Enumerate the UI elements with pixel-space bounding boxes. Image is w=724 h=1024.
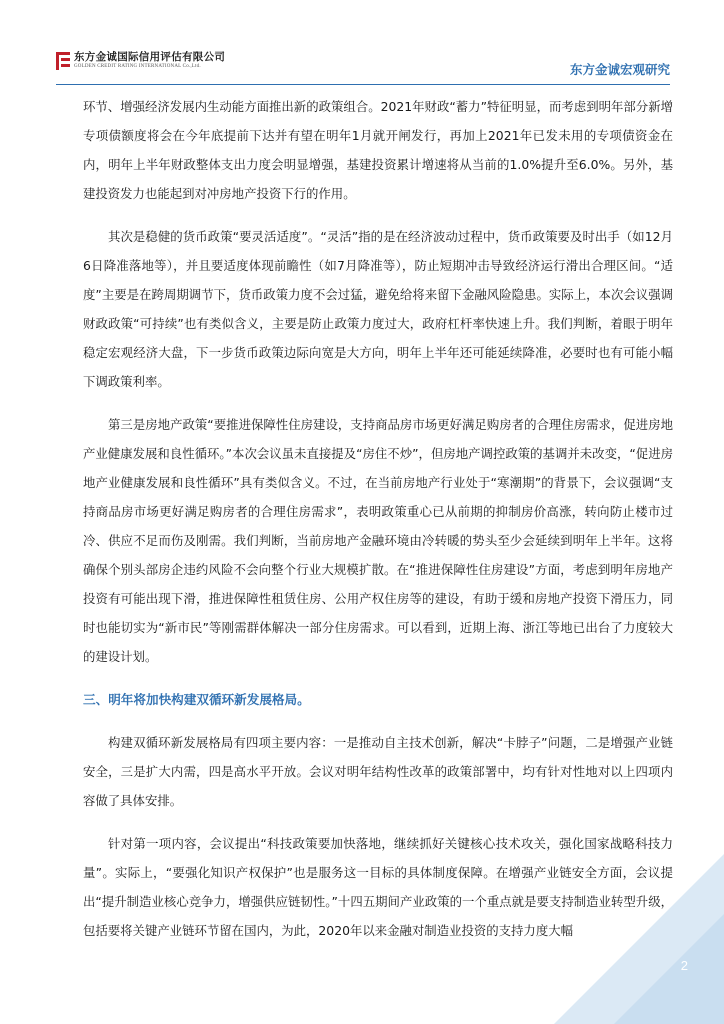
page-number: 2 bbox=[680, 958, 688, 973]
document-body bbox=[83, 92, 673, 959]
logo-company-name-cn: 东方金诚国际信用评估有限公司 bbox=[74, 51, 226, 63]
paragraph-4: 构建双循环新发展格局有四项主要内容：一是推动自主技术创新，解决“卡脖子”问题，二是增强产业链安全，三是扩大内需，四是高水平开放。会议对明年结构性改革的政策部署中，均有针对性地对以上四项内容做了具体安排。 bbox=[83, 735, 673, 808]
header-divider bbox=[56, 84, 670, 85]
logo-mark-icon bbox=[56, 52, 70, 70]
company-logo bbox=[56, 51, 225, 70]
logo-company-name-en: GOLDEN CREDIT RATING INTERNATIONAL Co.,Ltd. bbox=[74, 64, 201, 69]
section-heading-3: 三、明年将加快构建双循环新发展格局。 bbox=[83, 692, 310, 707]
paragraph-2: 其次是稳健的货币政策“要灵活适度”。“灵活”指的是在经济波动过程中，货币政策要及时出手（如12月6日降准落地等），并且要适度体现前瞻性（如7月降准等），防止短期冲击导致经济运行滑出合理区间。“适度”主要是在跨周期调节下，货币政策力度不会过猛，避免给将来留下金融风险隐患。实际上，本次会议强调财政政策“可持续”也有类似含义，主要是防止政策力度过大，政府杠杆率快速上升。我们判断，着眼于明年稳定宏观经济大盘，下一步货币政策边际向宽是大方向，明年上半年还可能延续降准，必要时也有可能小幅下调政策利率。 bbox=[83, 229, 673, 389]
paragraph-5: 针对第一项内容，会议提出“科技政策要加快落地，继续抓好关键核心技术攻关，强化国家战略科技力量”。实际上，“要强化知识产权保护”也是服务这一目标的具体制度保障。在增强产业链安全方面，会议提出“提升制造业核心竞争力，增强供应链韧性。”十四五期间产业政策的一个重点就是要支持制造业转型升级，包括要将关键产业链环节留在国内，为此，2020年以来金融对制造业投资的支持力度大幅 bbox=[83, 836, 673, 938]
paragraph-3: 第三是房地产政策“要推进保障性住房建设，支持商品房市场更好满足购房者的合理住房需求，促进房地产业健康发展和良性循环。”本次会议虽未直接提及“房住不炒”，但房地产调控政策的基调并未改变，“促进房地产业健康发展和良性循环”具有类似含义。不过，在当前房地产行业处于“寒潮期”的背景下，会议强调“支持商品房市场更好满足购房者的合理住房需求”，表明政策重心已从前期的抑制房价高涨，转向防止楼市过冷、供应不足而伤及刚需。我们判断，当前房地产金融环境由冷转暖的势头至少会延续到明年上半年。这将确保个别头部房企违约风险不会向整个行业大规模扩散。在“推进保障性住房建设”方面，考虑到明年房地产投资有可能出现下滑，推进保障性租赁住房、公用产权住房等的建设，有助于缓和房地产投资下滑压力，同时也能切实为“新市民”等刚需群体解决一部分住房需求。可以看到，近期上海、浙江等地已出台了力度较大的建设计划。 bbox=[83, 417, 673, 664]
header-title: 东方金诚宏观研究 bbox=[569, 62, 670, 77]
logo-text bbox=[74, 51, 225, 70]
corner-decoration-icon bbox=[554, 854, 724, 1024]
paragraph-1: 环节、增强经济发展内生动能方面推出新的政策组合。2021年财政“蓄力”特征明显，而考虑到明年部分新增专项债额度将会在今年底提前下达并有望在明年1月就开闸发行，再加上2021年已发未用的专项债资金在内，明年上半年财政整体支出力度会明显增强，基建投资累计增速将从当前的1.0%提升至6.0%。另外，基建投资发力也能起到对冲房地产投资下行的作用。 bbox=[83, 99, 673, 201]
